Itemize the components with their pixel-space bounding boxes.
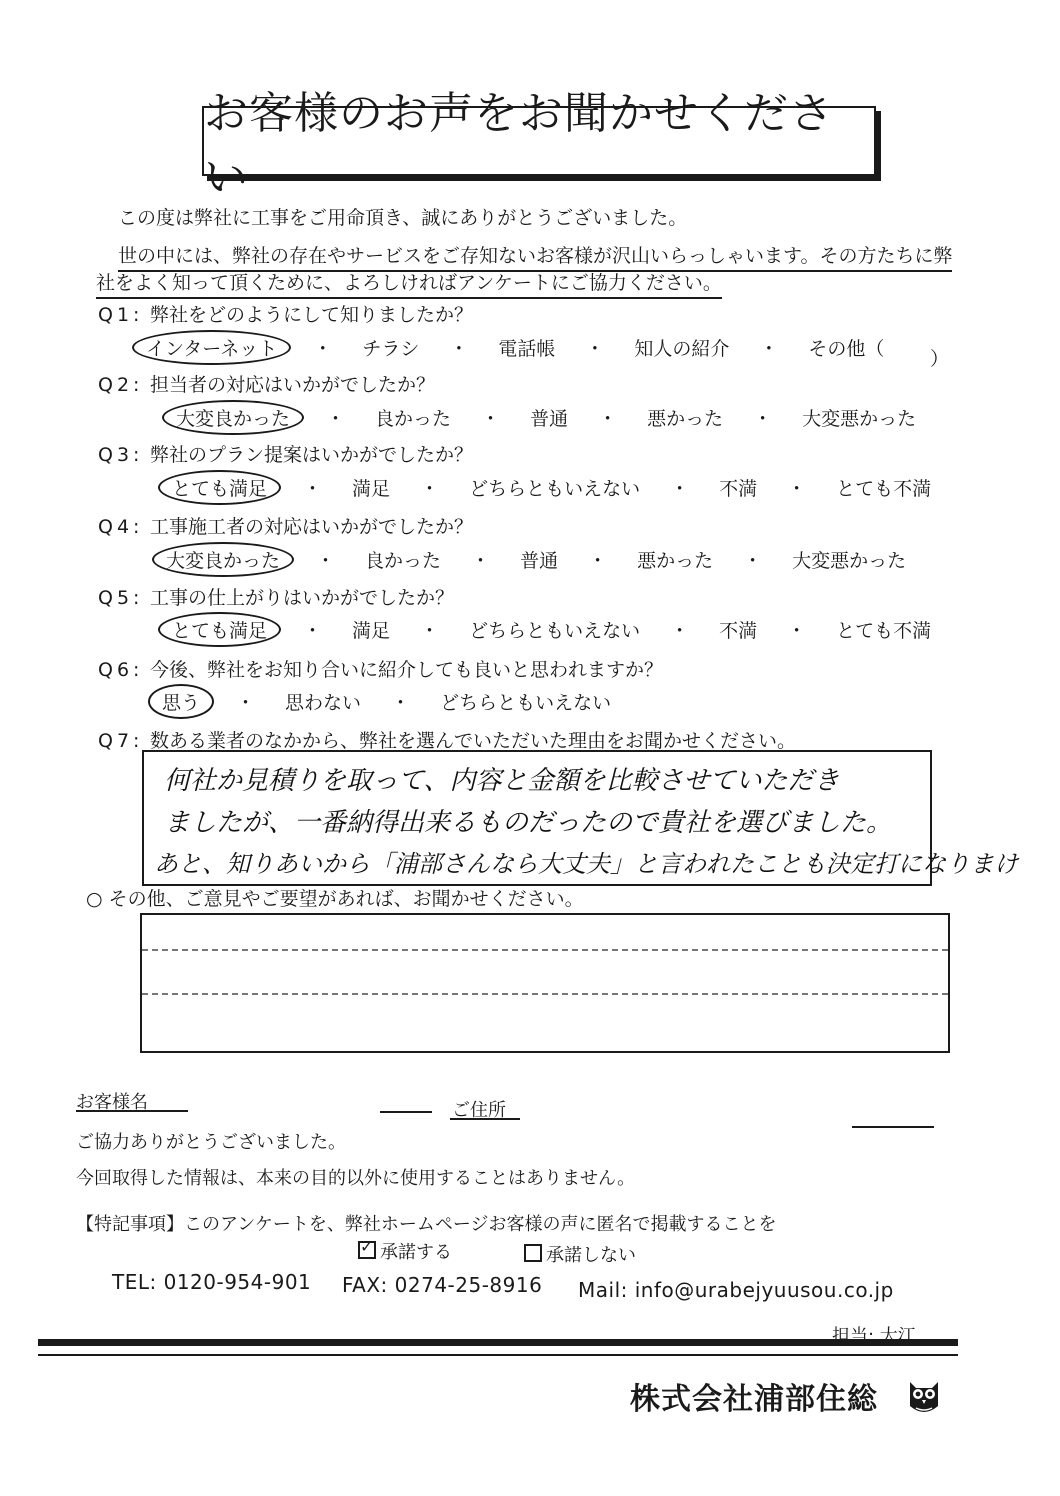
q3-option-5[interactable]: とても不満 — [836, 478, 932, 500]
thanks-text: ご協力ありがとうございました。 — [76, 1132, 346, 1153]
q2-option-2[interactable]: 良かった — [375, 408, 452, 430]
question-text: 担当者の対応はいかがでしたか？ — [150, 374, 436, 396]
q6-option-3[interactable]: どちらともいえない — [440, 692, 612, 714]
q5-options: とても満足 ・ 満足 ・ どちらともいえない ・ 不満 ・ とても不満 — [158, 612, 939, 647]
address-line — [450, 1118, 520, 1120]
q2-option-4[interactable]: 悪かった — [647, 408, 724, 430]
address-label: ご住所 — [452, 1100, 506, 1121]
q2-option-1[interactable]: 大変良かった — [162, 400, 304, 435]
q5-option-5[interactable]: とても不満 — [836, 620, 932, 642]
q2-option-5[interactable]: 大変悪かった — [802, 408, 917, 430]
title-box — [202, 88, 876, 203]
agree-label: 承諾する — [380, 1242, 452, 1263]
customer-name-line — [76, 1110, 188, 1112]
q6-option-1[interactable]: 思う — [148, 684, 214, 719]
question-2 — [98, 370, 435, 397]
q3-option-3[interactable]: どちらともいえない — [469, 478, 641, 500]
company-name: 株式会社浦部住総 — [630, 1382, 878, 1417]
question-1 — [98, 300, 473, 327]
question-4 — [98, 512, 473, 539]
q7-answer-line-2: ましたが、一番納得出来るものだったので貴社を選びました。 — [164, 808, 893, 838]
address-line-end — [852, 1126, 934, 1128]
question-text: 数ある業者のなかから、弊社を選んでいただいた理由をお聞かせください。 — [150, 730, 797, 752]
intro-line-3: 社をよく知って頂くために、よろしければアンケートにご協力ください。 — [96, 268, 722, 299]
question-text: 弊社のプラン提案はいかがでしたか？ — [150, 444, 474, 466]
contact-mail: Mail: info@urabejyuusou.co.jp — [578, 1278, 894, 1302]
q1-other-close: ） — [930, 348, 950, 370]
owl-logo-icon — [906, 1376, 942, 1416]
q1-options: インターネット ・ チラシ ・ 電話帳 ・ 知人の紹介 ・ その他（ — [132, 330, 892, 365]
q3-option-4[interactable]: 不満 — [719, 478, 758, 500]
agree-checkbox[interactable] — [358, 1241, 376, 1259]
q7-answer-line-3: あと、知りあいから「浦部さんなら大丈夫」と言われたことも決定打になりまけ — [154, 850, 1018, 878]
q6-options: 思う ・ 思わない ・ どちらともいえない — [148, 684, 619, 719]
q4-option-4[interactable]: 悪かった — [637, 550, 714, 572]
disagree-checkbox[interactable] — [524, 1244, 542, 1262]
question-number: Q1: — [98, 304, 144, 326]
page-title: お客様のお声をお聞かせください — [204, 88, 834, 203]
consent-agree[interactable] — [358, 1238, 452, 1264]
footer-bar-thin — [38, 1354, 958, 1356]
q1-option-internet[interactable]: インターネット — [132, 330, 291, 365]
question-number: Q2: — [98, 374, 144, 396]
question-6 — [98, 655, 663, 682]
q1-option-referral[interactable]: 知人の紹介 — [634, 338, 730, 360]
question-number: Q5: — [98, 587, 144, 609]
q3-options: とても満足 ・ 満足 ・ どちらともいえない ・ 不満 ・ とても不満 — [158, 470, 939, 505]
dashed-line — [142, 993, 948, 995]
question-text: 今後、弊社をお知り合いに紹介しても良いと思われますか？ — [150, 659, 664, 681]
privacy-text: 今回取得した情報は、本来の目的以外に使用することはありません。 — [76, 1168, 636, 1189]
question-text: 工事の仕上がりはいかがでしたか？ — [150, 587, 455, 609]
disagree-label: 承諾しない — [546, 1245, 636, 1266]
q5-option-3[interactable]: どちらともいえない — [469, 620, 641, 642]
q1-option-other[interactable]: その他（ — [808, 338, 885, 360]
q7-answer-line-1: 何社か見積りを取って、内容と金額を比較させていただき — [164, 766, 840, 796]
contact-tel: TEL: 0120-954-901 — [112, 1270, 312, 1294]
q3-option-2[interactable]: 満足 — [352, 478, 391, 500]
question-number: Q6: — [98, 659, 144, 681]
q4-option-3[interactable]: 普通 — [520, 550, 559, 572]
customer-name-label: お客様名 — [76, 1092, 148, 1113]
other-label: ○ その他、ご意見やご要望があれば、お聞かせください。 — [86, 888, 584, 910]
notice-text: 【特記事項】このアンケートを、弊社ホームページお客様の声に匿名で掲載することを — [76, 1214, 777, 1235]
question-text: 工事施工者の対応はいかがでしたか？ — [150, 516, 474, 538]
question-text: 弊社をどのようにして知りましたか？ — [150, 304, 474, 326]
intro-line-2: 世の中には、弊社の存在やサービスをご存知ないお客様が沢山いらっしゃいます。その方たちに弊 — [118, 241, 952, 272]
q4-options: 大変良かった ・ 良かった ・ 普通 ・ 悪かった ・ 大変悪かった — [152, 542, 914, 577]
intro-line-1: この度は弊社に工事をご用命頂き、誠にありがとうございました。 — [118, 207, 688, 229]
footer-bar — [38, 1339, 958, 1346]
q4-option-5[interactable]: 大変悪かった — [792, 550, 907, 572]
q1-option-flyer[interactable]: チラシ — [362, 338, 420, 360]
q6-option-2[interactable]: 思わない — [285, 692, 362, 714]
divider — [380, 1111, 432, 1113]
q4-option-1[interactable]: 大変良かった — [152, 542, 294, 577]
question-number: Q4: — [98, 516, 144, 538]
other-comment-box[interactable] — [140, 913, 950, 1053]
q1-option-phonebook[interactable]: 電話帳 — [498, 338, 556, 360]
consent-disagree[interactable] — [524, 1241, 636, 1267]
q5-option-1[interactable]: とても満足 — [158, 612, 281, 647]
question-number: Q3: — [98, 444, 144, 466]
q2-options: 大変良かった ・ 良かった ・ 普通 ・ 悪かった ・ 大変悪かった — [162, 400, 924, 435]
q4-option-2[interactable]: 良かった — [365, 550, 442, 572]
q5-option-2[interactable]: 満足 — [352, 620, 391, 642]
q7-answer-box[interactable] — [142, 750, 1018, 886]
question-number: Q7: — [98, 730, 144, 752]
q5-option-4[interactable]: 不満 — [719, 620, 758, 642]
question-5 — [98, 583, 454, 610]
contact-fax: FAX: 0274-25-8916 — [342, 1273, 543, 1297]
q2-option-3[interactable]: 普通 — [530, 408, 569, 430]
question-3 — [98, 440, 473, 467]
dashed-line — [142, 949, 948, 951]
q3-option-1[interactable]: とても満足 — [158, 470, 281, 505]
question-7 — [98, 726, 796, 753]
staff-label: 担当: 大江 — [832, 1326, 916, 1347]
